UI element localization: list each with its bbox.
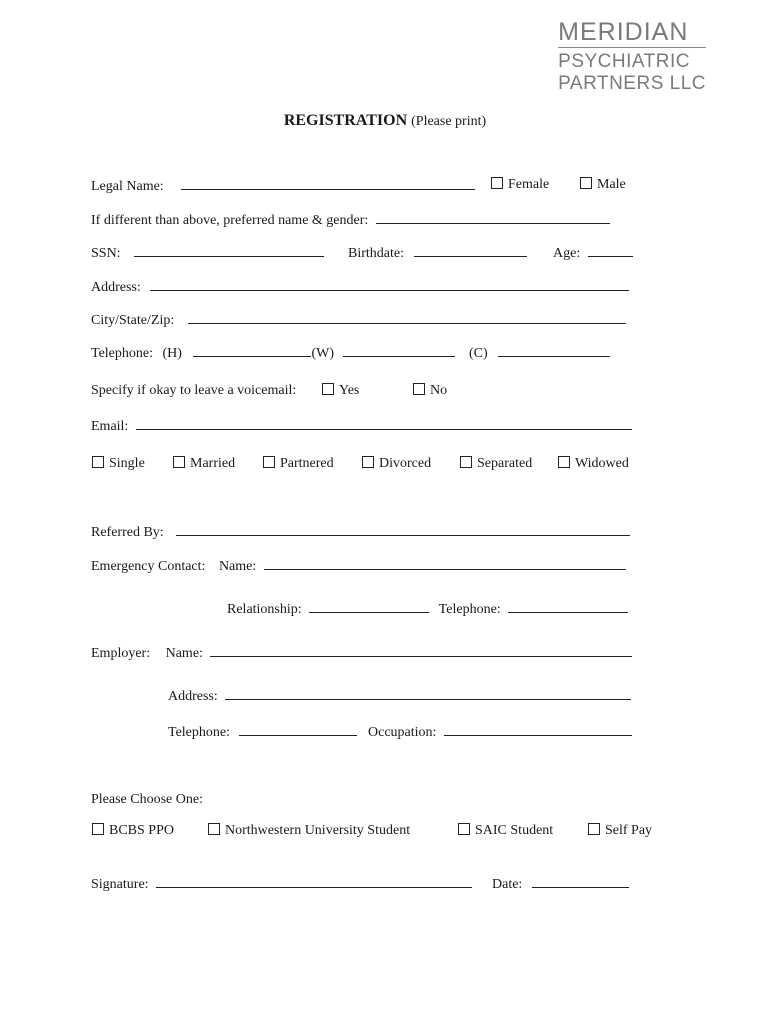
marital-separated-checkbox[interactable] bbox=[460, 456, 472, 468]
emergency-contact-row bbox=[91, 556, 626, 576]
telephone-work-label: (W) bbox=[311, 346, 334, 361]
choose-one-label: Please Choose One: bbox=[91, 792, 203, 807]
marital-married-label: Married bbox=[190, 456, 236, 471]
employer-telephone-field[interactable] bbox=[239, 722, 357, 736]
female-label: Female bbox=[508, 177, 550, 192]
employer-address-row bbox=[168, 686, 631, 706]
telephone-home-field[interactable] bbox=[193, 343, 311, 357]
city-field[interactable] bbox=[188, 310, 626, 324]
choose-northwestern-option[interactable] bbox=[208, 822, 410, 840]
voicemail-yes-label: Yes bbox=[339, 383, 360, 398]
voicemail-no-label: No bbox=[430, 383, 448, 398]
emergency-relationship-row bbox=[227, 599, 628, 619]
employer-telephone-row bbox=[168, 722, 632, 742]
emergency-name-label: Name: bbox=[218, 559, 257, 574]
referred-by-row bbox=[91, 522, 630, 542]
logo-line-1: MERIDIAN bbox=[558, 18, 689, 46]
logo-line-2: PSYCHIATRIC bbox=[558, 51, 690, 72]
marital-widowed-option[interactable] bbox=[558, 455, 629, 473]
male-option[interactable] bbox=[580, 176, 626, 194]
employer-row bbox=[91, 643, 632, 663]
signature-label: Signature: bbox=[91, 877, 149, 892]
marital-partnered-option[interactable] bbox=[263, 455, 334, 473]
telephone-row bbox=[91, 343, 455, 363]
choose-selfpay-label: Self Pay bbox=[605, 823, 653, 838]
employer-occupation-field[interactable] bbox=[444, 722, 632, 736]
address-field[interactable] bbox=[150, 277, 629, 291]
marital-separated-option[interactable] bbox=[460, 455, 532, 473]
voicemail-no-checkbox[interactable] bbox=[413, 383, 425, 395]
preferred-name-row bbox=[91, 210, 610, 230]
marital-single-option[interactable] bbox=[92, 455, 145, 473]
logo-line-3: PARTNERS LLC bbox=[558, 73, 706, 94]
telephone-cell-row bbox=[469, 343, 610, 363]
legal-name-label: Legal Name: bbox=[91, 179, 164, 194]
employer-name-label: Name: bbox=[165, 646, 203, 661]
company-logo bbox=[558, 18, 706, 95]
voicemail-row bbox=[91, 382, 296, 400]
male-checkbox[interactable] bbox=[580, 177, 592, 189]
logo-rule bbox=[558, 47, 706, 48]
legal-name-row bbox=[91, 176, 475, 196]
signature-field[interactable] bbox=[156, 874, 472, 888]
birthdate-row bbox=[348, 243, 527, 263]
preferred-name-field[interactable] bbox=[376, 210, 610, 224]
marital-divorced-checkbox[interactable] bbox=[362, 456, 374, 468]
age-row bbox=[553, 243, 633, 263]
referred-by-label: Referred By: bbox=[91, 525, 164, 540]
city-row bbox=[91, 310, 626, 330]
birthdate-field[interactable] bbox=[414, 243, 527, 257]
marital-partnered-checkbox[interactable] bbox=[263, 456, 275, 468]
telephone-label: Telephone: bbox=[91, 346, 153, 361]
marital-single-label: Single bbox=[109, 456, 145, 471]
age-label: Age: bbox=[553, 246, 581, 261]
legal-name-field[interactable] bbox=[181, 176, 475, 190]
age-field[interactable] bbox=[588, 243, 633, 257]
employer-name-field[interactable] bbox=[210, 643, 632, 657]
marital-married-option[interactable] bbox=[173, 455, 235, 473]
voicemail-yes-option[interactable] bbox=[322, 382, 359, 400]
marital-divorced-label: Divorced bbox=[379, 456, 432, 471]
choose-northwestern-label: Northwestern University Student bbox=[225, 823, 411, 838]
title-sub: (Please print) bbox=[411, 114, 487, 129]
voicemail-label: Specify if okay to leave a voicemail: bbox=[91, 383, 297, 398]
emergency-contact-label: Emergency Contact: bbox=[91, 559, 206, 574]
choose-bcbs-option[interactable] bbox=[92, 822, 174, 840]
date-field[interactable] bbox=[532, 874, 629, 888]
emergency-name-field[interactable] bbox=[264, 556, 626, 570]
telephone-home-label: (H) bbox=[162, 346, 182, 361]
birthdate-label: Birthdate: bbox=[348, 246, 404, 261]
employer-address-label: Address: bbox=[168, 689, 218, 704]
telephone-work-field[interactable] bbox=[343, 343, 455, 357]
employer-occupation-label: Occupation: bbox=[368, 725, 437, 740]
title-main: REGISTRATION bbox=[283, 112, 408, 129]
preferred-name-label: If different than above, preferred name & gender: bbox=[91, 213, 369, 228]
emergency-relationship-label: Relationship: bbox=[227, 602, 302, 617]
referred-by-field[interactable] bbox=[176, 522, 630, 536]
female-option[interactable] bbox=[491, 176, 549, 194]
choose-northwestern-checkbox[interactable] bbox=[208, 823, 220, 835]
emergency-telephone-label: Telephone: bbox=[438, 602, 501, 617]
telephone-cell-field[interactable] bbox=[498, 343, 610, 357]
emergency-telephone-field[interactable] bbox=[508, 599, 628, 613]
marital-married-checkbox[interactable] bbox=[173, 456, 185, 468]
choose-bcbs-label: BCBS PPO bbox=[109, 823, 174, 838]
voicemail-no-option[interactable] bbox=[413, 382, 447, 400]
marital-widowed-label: Widowed bbox=[575, 456, 629, 471]
telephone-cell-label: (C) bbox=[469, 346, 488, 361]
marital-widowed-checkbox[interactable] bbox=[558, 456, 570, 468]
choose-saic-label: SAIC Student bbox=[475, 823, 554, 838]
city-label: City/State/Zip: bbox=[91, 313, 175, 328]
choose-saic-option[interactable] bbox=[458, 822, 553, 840]
choose-saic-checkbox[interactable] bbox=[458, 823, 470, 835]
marital-single-checkbox[interactable] bbox=[92, 456, 104, 468]
form-title bbox=[0, 112, 770, 130]
employer-address-field[interactable] bbox=[225, 686, 631, 700]
email-field[interactable] bbox=[136, 416, 632, 430]
ssn-label: SSN: bbox=[91, 246, 121, 261]
address-label: Address: bbox=[91, 280, 141, 295]
choose-selfpay-option[interactable] bbox=[588, 822, 652, 840]
male-label: Male bbox=[597, 177, 626, 192]
date-label: Date: bbox=[492, 877, 523, 892]
employer-telephone-label: Telephone: bbox=[168, 725, 230, 740]
voicemail-yes-checkbox[interactable] bbox=[322, 383, 334, 395]
choose-bcbs-checkbox[interactable] bbox=[92, 823, 104, 835]
email-row bbox=[91, 416, 632, 436]
address-row bbox=[91, 277, 629, 297]
ssn-field[interactable] bbox=[134, 243, 324, 257]
employer-label: Employer: bbox=[91, 646, 151, 661]
date-row bbox=[492, 874, 629, 894]
ssn-row bbox=[91, 243, 324, 263]
marital-partnered-label: Partnered bbox=[280, 456, 334, 471]
emergency-relationship-field[interactable] bbox=[309, 599, 429, 613]
signature-row bbox=[91, 874, 472, 894]
marital-divorced-option[interactable] bbox=[362, 455, 431, 473]
marital-separated-label: Separated bbox=[477, 456, 533, 471]
female-checkbox[interactable] bbox=[491, 177, 503, 189]
email-label: Email: bbox=[91, 419, 129, 434]
choose-selfpay-checkbox[interactable] bbox=[588, 823, 600, 835]
